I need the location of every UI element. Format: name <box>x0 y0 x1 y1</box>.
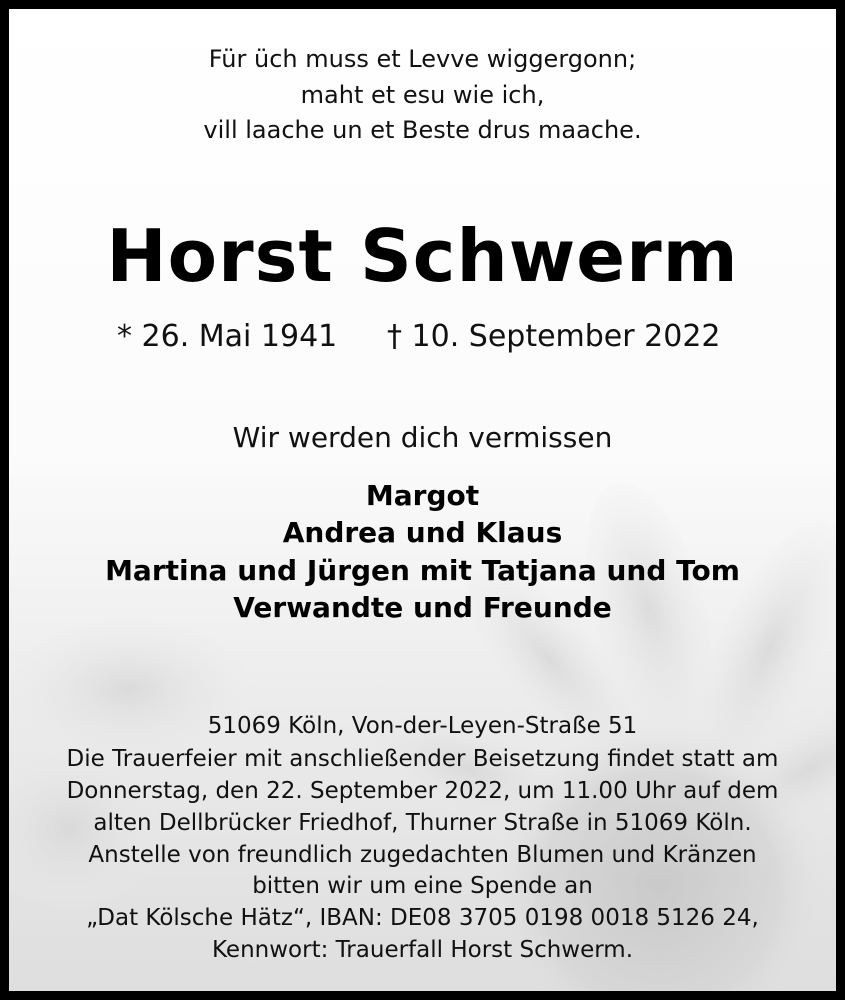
details-line-3: Donnerstag, den 22. September 2022, um 11.00 Uhr auf dem <box>66 778 779 804</box>
details-line-4: alten Dellbrücker Friedhof, Thurner Straße in 51069 Köln. <box>93 810 752 836</box>
mourner-line-4: Verwandte und Freunde <box>233 591 612 624</box>
death-date: † 10. September 2022 <box>387 319 721 354</box>
details-line-2: Die Trauerfeier mit anschließender Beisetzung findet statt am <box>66 746 779 772</box>
deceased-name: Horst Schwerm <box>106 214 739 298</box>
verse-line-1: Für üch muss et Levve wiggergonn; <box>208 45 637 73</box>
mourner-line-1: Margot <box>365 479 480 512</box>
address-line: 51069 Köln, Von-der-Leyen-Straße 51 <box>207 713 638 739</box>
verse-line-3: vill laache un et Beste drus maache. <box>203 116 642 144</box>
keyword-line: Kennwort: Trauerfall Horst Schwerm. <box>211 937 634 963</box>
verse-line-2: maht et esu wie ich, <box>300 81 545 109</box>
mourner-line-2: Andrea und Klaus <box>282 516 563 549</box>
details-line-6: bitten wir um eine Spende an <box>252 873 593 899</box>
farewell-text: Wir werden dich vermissen <box>232 421 613 454</box>
details-line-5: Anstelle von freundlich zugedachten Blumen und Kränzen <box>88 842 757 868</box>
donation-line: „Dat Kölsche Hätz“, IBAN: DE08 3705 0198 0018 5126 24, <box>86 905 759 931</box>
mourner-line-3: Martina und Jürgen mit Tatjana und Tom <box>105 554 740 587</box>
birth-date: * 26. Mai 1941 <box>117 319 338 354</box>
